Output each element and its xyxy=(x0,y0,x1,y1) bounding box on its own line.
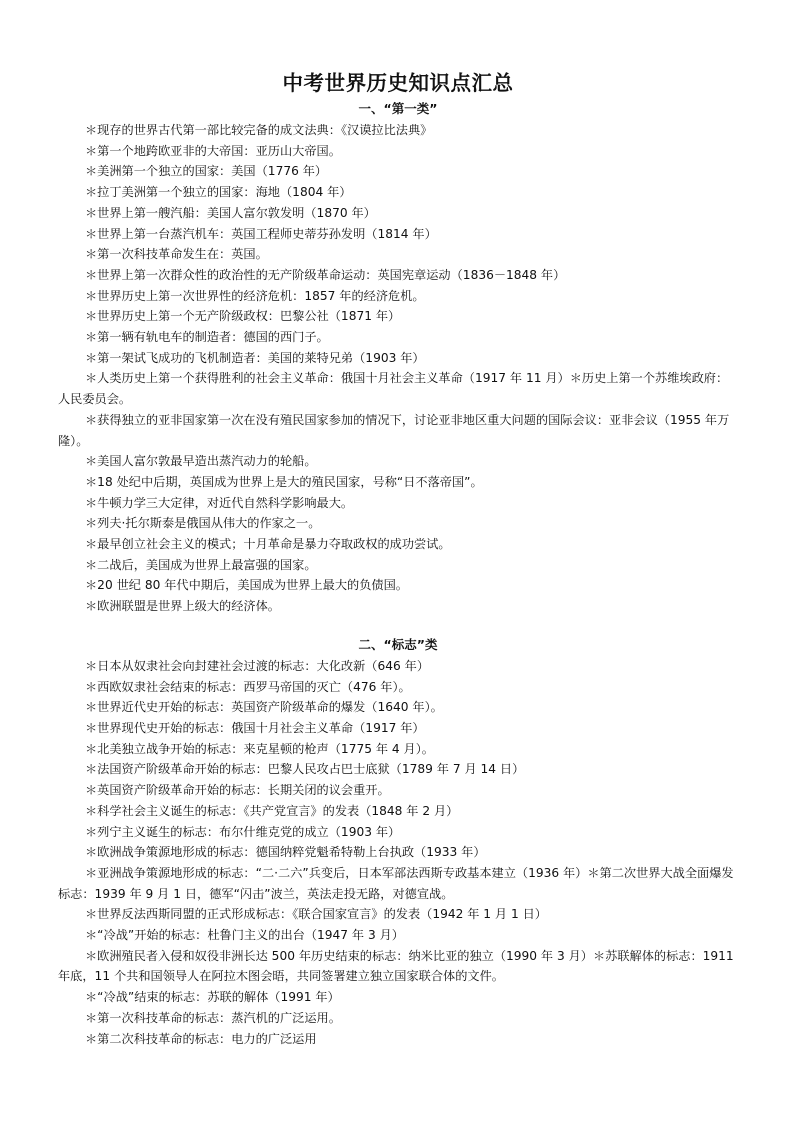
list-item: ＊最早创立社会主义的模式；十月革命是暴力夺取政权的成功尝试。 xyxy=(85,537,451,552)
list-item: ＊“冷战”开始的标志：杜鲁门主义的出台（1947 年 3 月） xyxy=(85,928,404,943)
list-item: ＊二战后，美国成为世界上最富强的国家。 xyxy=(85,557,317,572)
list-item: ＊世界反法西斯同盟的正式形成标志：《联合国家宣言》的发表（1942 年 1 月 1 日） xyxy=(85,907,547,922)
list-item: ＊获得独立的亚非国家第一次在没有殖民国家参加的情况下，讨论亚非地区重大问题的国际会议：亚非会议（1955 年万隆）。 xyxy=(58,412,730,448)
list-item: ＊欧洲战争策源地形成的标志：德国纳粹党魁希特勒上台执政（1933 年） xyxy=(85,845,486,860)
list-item: ＊拉丁美洲第一个独立的国家：海地（1804 年） xyxy=(85,185,352,200)
list-item: ＊第一个地跨欧亚非的大帝国：亚历山大帝国。 xyxy=(85,143,341,158)
list-item: ＊现存的世界古代第一部比较完备的成文法典：《汉谟拉比法典》 xyxy=(85,123,433,137)
list-item: ＊人类历史上第一个获得胜利的社会主义革命：俄国十月社会主义革命（1917 年 11 月）＊历史上第一个苏维埃政府：人民委员会。 xyxy=(58,371,729,407)
list-item: ＊第一次科技革命的标志：蒸汽机的广泛运用。 xyxy=(85,1010,341,1025)
list-item: ＊世界上第一台蒸汽机车：英国工程师史蒂芬孙发明（1814 年） xyxy=(85,226,437,241)
list-item: ＊世界现代史开始的标志：俄国十月社会主义革命（1917 年） xyxy=(85,720,425,735)
list-item: ＊20 世纪 80 年代中期后，美国成为世界上最大的负债国。 xyxy=(85,578,408,593)
list-item: ＊世界历史上第一次世界性的经济危机：1857 年的经济危机。 xyxy=(85,288,425,303)
section-heading: 二、“标志”类 xyxy=(358,636,438,652)
list-item: ＊日本从奴隶社会向封建社会过渡的标志：大化改新（646 年） xyxy=(85,658,430,673)
list-item: ＊英国资产阶级革命开始的标志：长期关闭的议会重开。 xyxy=(85,783,390,798)
list-item: ＊世界上第一次群众性的政治性的无产阶级革命运动：英国宪章运动（1836－1848 年） xyxy=(85,267,566,282)
list-item: ＊第二次科技革命的标志：电力的广泛运用 xyxy=(85,1031,317,1046)
section-heading: 一、“第一类” xyxy=(358,101,438,116)
bullet-list xyxy=(58,120,738,617)
list-item: ＊亚洲战争策源地形成的标志：“二·二六”兵变后，日本军部法西斯专政基本建立（1936 年）＊第二次世界大战全面爆发标志：1939 年 9 月 1 日，德军“闪击”波兰，英法走投无路，对德宣战。 xyxy=(58,865,734,901)
list-item: ＊“冷战”结束的标志：苏联的解体（1991 年） xyxy=(85,990,340,1005)
list-item: ＊第一辆有轨电车的制造者：德国的西门子。 xyxy=(85,330,329,345)
list-item: ＊科学社会主义诞生的标志：《共产党宣言》的发表（1848 年 2 月） xyxy=(85,803,459,818)
list-item: ＊北美独立战争开始的标志：来克星顿的枪声（1775 年 4 月）。 xyxy=(85,741,434,756)
document-page xyxy=(58,70,738,1049)
document-title: 中考世界历史知识点汇总 xyxy=(282,71,514,95)
list-item: ＊18 处纪中后期，英国成为世界上是大的殖民国家，号称“日不落帝国”。 xyxy=(85,474,483,489)
list-item: ＊西欧奴隶社会结束的标志：西罗马帝国的灭亡（476 年）。 xyxy=(85,679,411,694)
bullet-list xyxy=(58,656,738,1049)
section-spacer xyxy=(58,617,738,637)
list-item: ＊欧洲殖民者入侵和奴役非洲长达 500 年历史结束的标志：纳米比亚的独立（1990 年 3 月）＊苏联解体的标志：1911 年底，11 个共和国领导人在阿拉木图会晤，共同签署建立独立国家联合体的文件。 xyxy=(58,948,734,984)
list-item: ＊世界上第一艘汽船：美国人富尔敦发明（1870 年） xyxy=(85,205,376,220)
list-item: ＊第一架试飞成功的飞机制造者：美国的莱特兄弟（1903 年） xyxy=(85,350,425,365)
list-item: ＊美洲第一个独立的国家：美国（1776 年） xyxy=(85,164,328,179)
list-item: ＊列夫·托尔斯泰是俄国从伟大的作家之一。 xyxy=(85,516,321,531)
list-item: ＊牛顿力学三大定律，对近代自然科学影响最大。 xyxy=(85,495,354,510)
list-item: ＊法国资产阶级革命开始的标志：巴黎人民攻占巴士底狱（1789 年 7 月 14 日） xyxy=(85,762,525,777)
list-item: ＊欧洲联盟是世界上级大的经济体。 xyxy=(85,599,280,614)
list-item: ＊列宁主义诞生的标志：布尔什维克党的成立（1903 年） xyxy=(85,824,401,839)
list-item: ＊美国人富尔敦最早造出蒸汽动力的轮船。 xyxy=(85,454,317,469)
list-item: ＊第一次科技革命发生在：英国。 xyxy=(85,247,268,262)
document-body xyxy=(58,101,738,1049)
list-item: ＊世界近代史开始的标志：英国资产阶级革命的爆发（1640 年）。 xyxy=(85,700,443,715)
list-item: ＊世界历史上第一个无产阶级政权：巴黎公社（1871 年） xyxy=(85,309,401,324)
